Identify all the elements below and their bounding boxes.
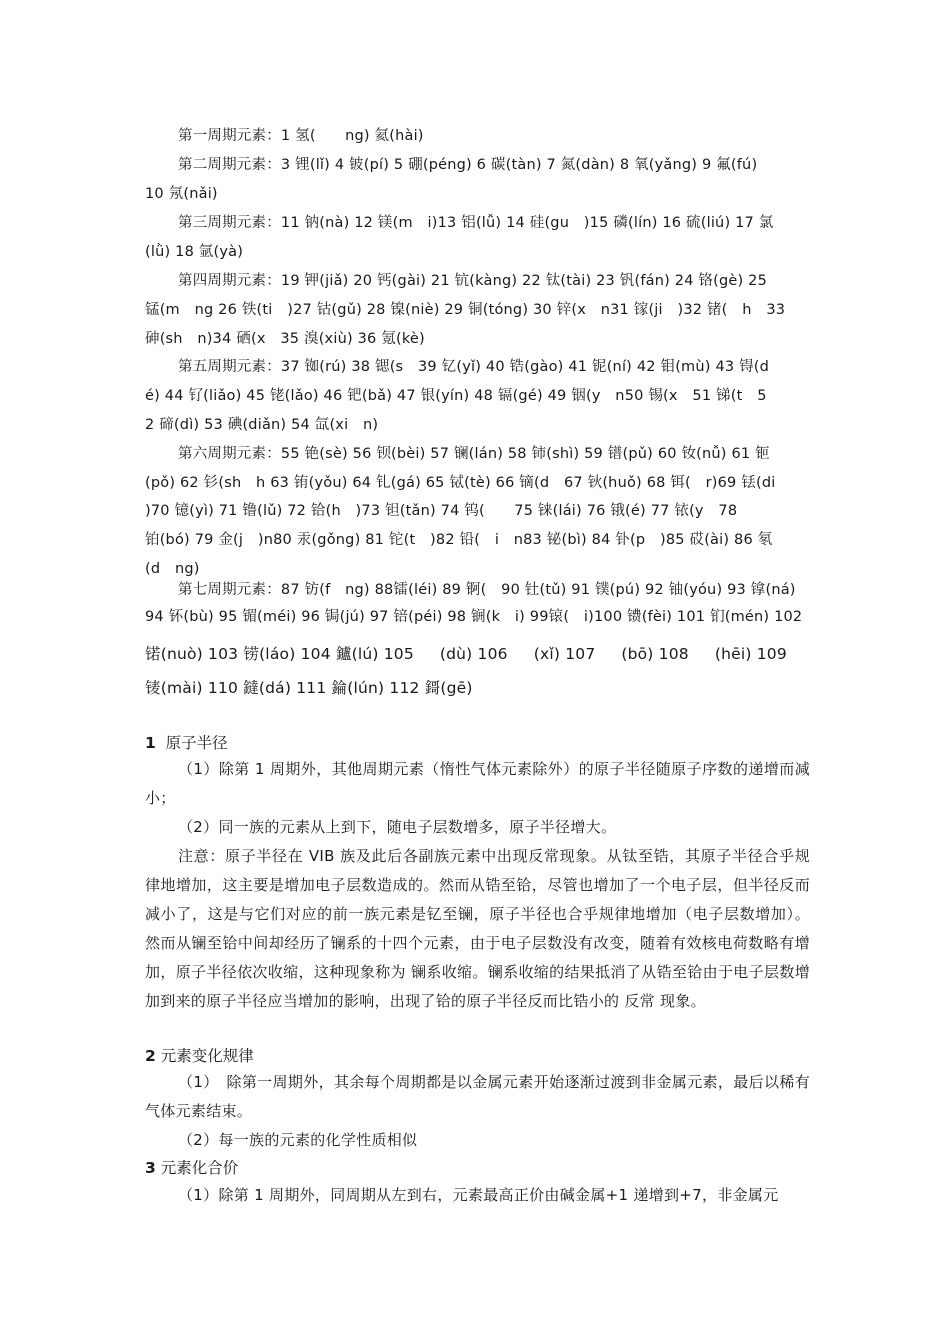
section-3-heading [145,1156,238,1178]
period-3-line: 第三周期元素：11 钠(nà) 12 镁(m i)13 铝(lǚ) 14 硅(gu )15 磷(lín) 16 硫(liú) 17 氯 [178,215,774,231]
period-4-line: 第四周期元素：19 钾(jiǎ) 20 钙(gài) 21 钪(kàng) 22 钛(tài) 23 钒(fán) 24 铬(gè) 25 [178,273,768,289]
section-title: 元素变化规律 [160,1047,254,1065]
section-1-heading [145,731,228,753]
period-7-line-cont: 94 钚(bù) 95 镅(méi) 96 锔(jú) 97 锫(péi) 98 锎(k i) 99锿( i)100 镄(fèi) 101 钔(mén) 102 [145,609,803,625]
period-2-line-cont: 10 氖(nǎi) [145,186,218,202]
section-title: 原子半径 [165,734,228,752]
period-1-line: 第一周期元素：1 氢( ng) 氦(hài) [178,128,424,144]
paragraph: （2）每一族的元素的化学性质相似 [178,1131,418,1149]
period-6-line-cont: (d ng) [145,561,200,577]
paragraph: 注意：原子半径在 VIB 族及此后各副族元素中出现反常现象。从钛至锆，其原子半径合乎规律地增加，这主要是增加电子层数造成的。然而从锆至铪，尽管也增加了一个电子层，但半径反而减小了，这是与它们对应的前一族元素是钇至镧，原子半径也合乎规律地增加（电子层数增加）。然而从镧至铪中间却经历了镧系的十四个元素，由于电子层数没有改变，随着有效核电荷数略有增加，原子半径依次收缩，这种现象称为 镧系收缩。镧系收缩的结果抵消了从锆至铪由于电子层数增加到来的原子半径应当增加的影响，出现了铪的原子半径反而比锆小的 反常 现象。 [145,847,810,1010]
section-number: 2 [145,1047,156,1065]
period-6-line-cont: (pǒ) 62 钐(sh h 63 铕(yǒu) 64 钆(gá) 65 铽(tè) 66 镝(d 67 钬(huǒ) 68 铒( r)69 铥(di [145,475,776,491]
paragraph: （1） 除第一周期外，其余每个周期都是以金属元素开始逐渐过渡到非金属元素，最后以稀有气体元素结束。 [145,1073,810,1120]
period-5-line-cont: 2 碲(dì) 53 碘(diǎn) 54 氙(xi n) [145,417,379,433]
period-7-line: 第七周期元素：87 钫(f ng) 88镭(léi) 89 锕( 90 钍(tǔ) 91 镤(pú) 92 铀(yóu) 93 镎(ná) [178,582,796,598]
paragraph: （1）除第 1 周期外，其他周期元素（惰性气体元素除外）的原子半径随原子序数的递增而减小； [145,760,810,807]
period-6-line: 第六周期元素：55 铯(sè) 56 钡(bèi) 57 镧(lán) 58 铈(shì) 59 镨(pǔ) 60 钕(nǚ) 61 钷 [178,446,770,462]
section-number: 1 [145,734,156,752]
period-3-line-cont: (lǜ) 18 氩(yà) [145,244,244,260]
paragraph: （2）同一族的元素从上到下，随电子层数增多，原子半径增大。 [178,818,617,836]
section-2-body [145,1068,810,1155]
period-5-line-cont: é) 44 钌(liǎo) 45 铑(lǎo) 46 钯(bǎ) 47 银(yín) 48 镉(gé) 49 铟(y n50 锡(x 51 锑(t 5 [145,388,767,404]
section-number: 3 [145,1159,156,1177]
period-6-line-cont: 铂(bó) 79 金(j )n80 汞(gǒng) 81 铊(t )82 铅( i n83 铋(bì) 84 钋(p )85 砹(ài) 86 氡 [145,532,773,548]
section-title: 元素化合价 [160,1159,239,1177]
section-3-body [145,1181,810,1210]
period-4-line-cont: 砷(sh n)34 硒(x 35 溴(xiù) 36 氪(kè) [145,331,425,347]
period-4-line-cont: 锰(m ng 26 铁(ti )27 钴(gǔ) 28 镍(niè) 29 铜(tóng) 30 锌(x n31 镓(ji )32 锗( h 33 [145,302,786,318]
section-2-heading [145,1044,254,1066]
period-6-line-cont: )70 镱(yì) 71 镥(lǔ) 72 铪(h )73 钽(tǎn) 74 钨( 75 铼(lái) 76 锇(é) 77 铱(y 78 [145,503,738,519]
section-1-body [145,755,810,1016]
period-2-line: 第二周期元素：3 锂(lǐ) 4 铍(pí) 5 硼(péng) 6 碳(tàn) 7 氮(dàn) 8 氧(yǎng) 9 氟(fú) [178,157,758,173]
paragraph: （1）除第 1 周期外，同周期从左到右，元素最高正价由碱金属+1 递增到+7，非金属元 [178,1186,779,1204]
period-5-line: 第五周期元素：37 铷(rú) 38 锶(s 39 钇(yǐ) 40 锆(gào) 41 铌(ní) 42 钼(mù) 43 锝(d [178,359,770,375]
period-7-line-cont: 锘(nuò) 103 铹(láo) 104 鑪(lú) 105 (dù) 106 (xǐ) 107 (bō) 108 (hēi) 109 [145,645,787,663]
period-7-line-cont: 鿏(mài) 110 鐽(dá) 111 錀(lún) 112 鎶(gē) [145,679,473,697]
